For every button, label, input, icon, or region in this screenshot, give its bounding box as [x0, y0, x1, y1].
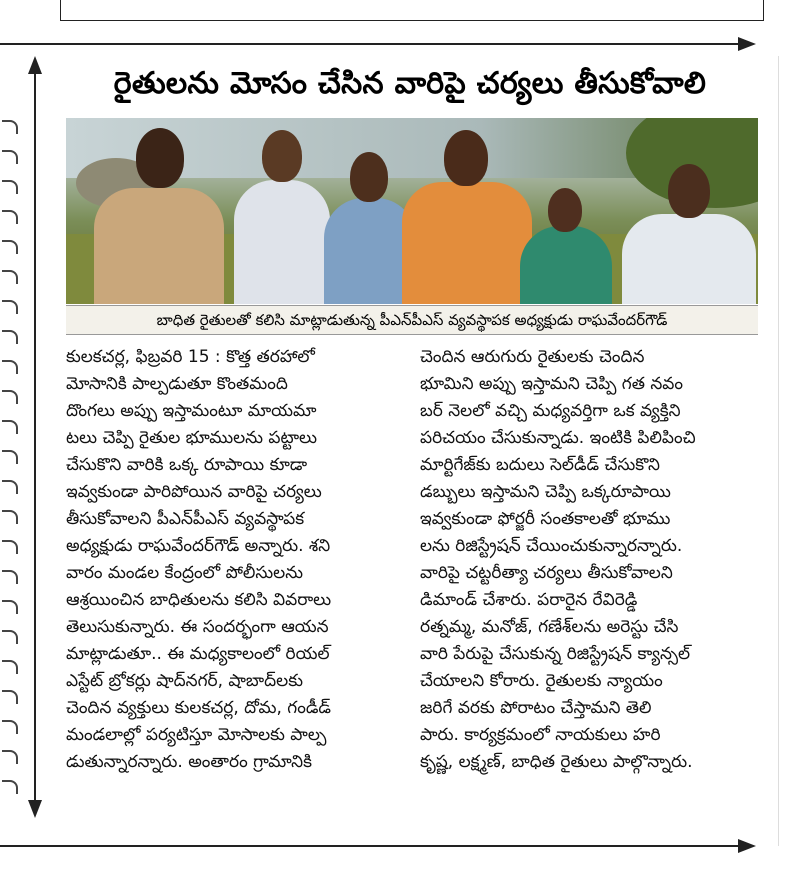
article-line: అధ్యక్షుడు రాఘవేందర్‌గౌడ్ అన్నారు. శని	[66, 536, 331, 556]
article-line: మోసానికి పాల్పడుతూ కొంతమంది	[66, 374, 288, 394]
top-arrow-head	[738, 37, 756, 51]
article-line: చేసుకొని వారికి ఒక్క రూపాయి కూడా	[66, 455, 308, 475]
article-line: మాట్లాడుతూ.. ఈ మధ్యకాలంలో రియల్	[66, 644, 330, 664]
article-line: కులకచర్ల, ఫిబ్రవరి 15 : కొత్త తరహాలో	[66, 347, 315, 367]
top-arrow-line	[0, 43, 740, 45]
article-column-1	[66, 344, 406, 776]
bottom-arrow-head	[738, 839, 756, 853]
article-line: దొంగలు అప్పు ఇస్తామంటూ మాయమా	[66, 401, 317, 421]
bottom-arrow-line	[0, 845, 740, 847]
article-line: భూమిని అప్పు ఇస్తామని చెప్పి గత నవం	[420, 374, 683, 394]
article-line: వారి పేరుపై చేసుకున్న రిజిస్ట్రేషన్ క్యాన్సల్	[420, 644, 691, 664]
article-line: మండలాల్లో పర్యటిస్తూ మోసాలకు పాల్ప	[66, 725, 327, 745]
article-line: లను రిజిస్ట్రేషన్ చేయించుకున్నారన్నారు.	[420, 536, 683, 556]
down-arrow-head	[28, 800, 42, 818]
article-line: టలు చెప్పి రైతుల భూములను పట్టాలు	[66, 428, 317, 448]
article-line: మార్టిగేజ్‌కు బదులు సెల్‌డీడ్ చేసుకొని	[420, 455, 660, 475]
article-line: చేయాలని కోరారు. రైతులకు న్యాయం	[420, 671, 663, 691]
article-line: వారిపై చట్టరీత్యా చర్యలు తీసుకోవాలని	[420, 563, 673, 583]
previous-article-box	[60, 0, 764, 21]
article-line: తీసుకోవాలని పీఎన్‌పీఎస్ వ్యవస్థాపక	[66, 509, 305, 529]
article-column-2	[420, 344, 765, 776]
article-line: డుతున్నారన్నారు. అంతారం గ్రామానికి	[66, 752, 312, 772]
article-line: జరిగే వరకు పోరాటం చేస్తామని తెలి	[420, 698, 652, 718]
article-line: డబ్బులు ఇస్తామని చెప్పి ఒక్కరూపాయి	[420, 482, 671, 502]
article-line: ఎస్టేట్ బ్రోకర్లు షాద్‌నగర్, షాబాద్‌లకు	[66, 671, 303, 691]
article-line: ఇవ్వకుండా పారిపోయిన వారిపై చర్యలు	[66, 482, 322, 502]
adjacent-column-fragment	[0, 100, 22, 800]
article-line: చెందిన ఆరుగురు రైతులకు చెందిన	[420, 347, 645, 367]
article-line: చెందిన వ్యక్తులు కులకచర్ల, దోమ, గండీడ్	[66, 698, 331, 718]
article-line: బర్ నెలలో వచ్చి మధ్యవర్తిగా ఒక వ్యక్తిని	[420, 401, 681, 421]
article-line: తెలుసుకున్నారు. ఈ సందర్భంగా ఆయన	[66, 617, 329, 637]
article-line: పరిచయం చేసుకున్నాడు. ఇంటికి పిలిపించి	[420, 428, 696, 448]
article-line: పారు. కార్యక్రమంలో నాయకులు హరి	[420, 725, 661, 745]
photo-caption: బాధిత రైతులతో కలిసి మాట్లాడుతున్న పీఎన్‌పీఎస్ వ్యవస్థాపక అధ్యక్షుడు రాఘవేందర్‌గౌడ్	[66, 305, 758, 335]
vertical-arrow-line	[34, 72, 36, 802]
article-line: ఆశ్రయించిన బాధితులను కలిసి వివరాలు	[66, 590, 332, 610]
right-column-rule	[778, 56, 779, 846]
article-line: రత్నమ్మ, మనోజ్, గణేశ్‌లను అరెస్టు చేసి	[420, 617, 679, 637]
article-line: వారం మండల కేంద్రంలో పోలీసులను	[66, 563, 304, 583]
news-photo	[66, 118, 758, 304]
article-line: డిమాండ్ చేశారు. పరారైన రేవిరెడ్డి	[420, 590, 638, 610]
article-line: కృష్ణ, లక్ష్మణ్, బాధిత రైతులు పాల్గొన్నారు.	[420, 752, 693, 772]
article-line: ఇవ్వకుండా ఫోర్జరీ సంతకాలతో భూము	[420, 509, 671, 529]
article-headline: రైతులను మోసం చేసిన వారిపై చర్యలు తీసుకోవాలి	[113, 66, 707, 101]
